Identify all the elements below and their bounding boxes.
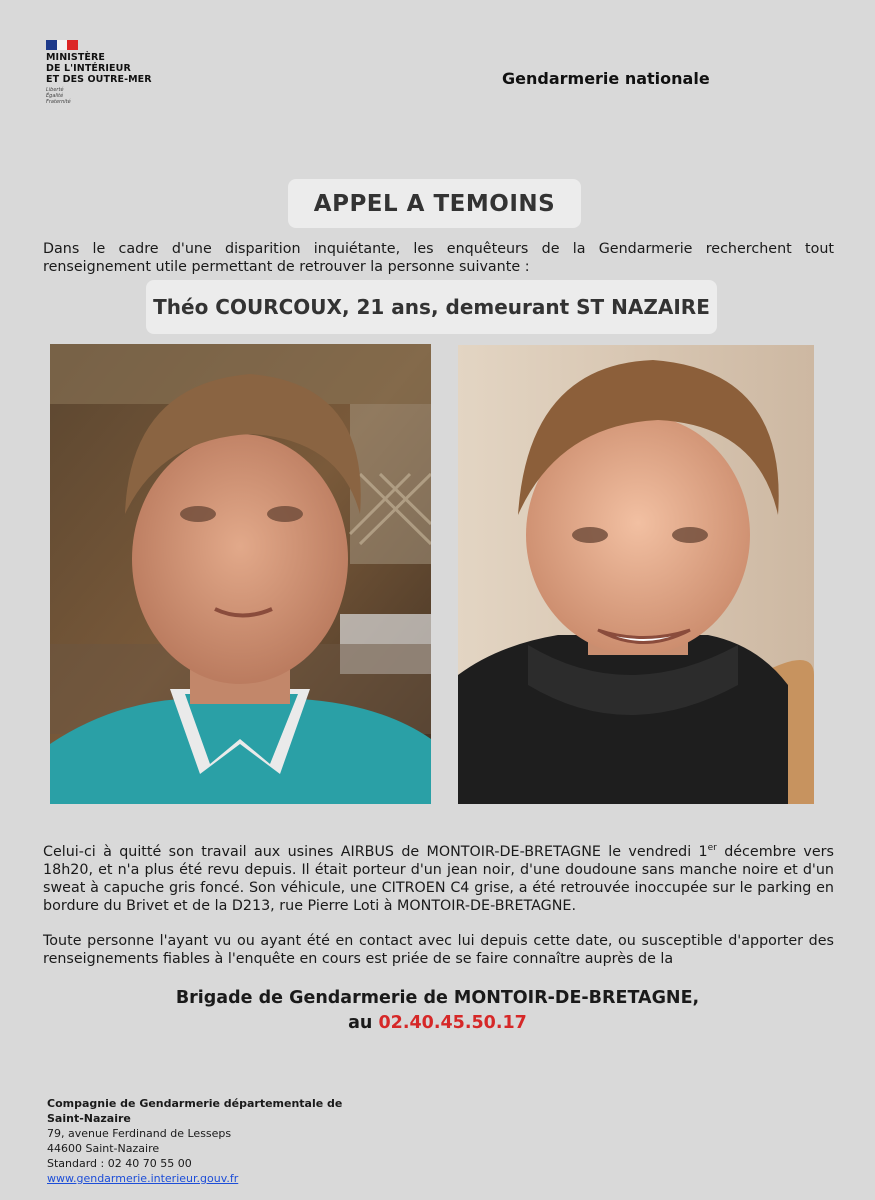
brigade-name: Brigade de Gendarmerie de MONTOIR-DE-BRETAGNE,: [175, 988, 700, 1008]
footer-city: 44600 Saint-Nazaire: [47, 1142, 160, 1155]
ministry-logo: [46, 40, 186, 105]
missing-person-name: Théo COURCOUX, 21 ans, demeurant ST NAZAIRE: [146, 280, 717, 334]
contact-block: [0, 986, 875, 1036]
description-text-part-2: décembre vers 18h20, et n'a plus été revu depuis. Il était porteur d'un jean noir, d'une doudoune sans manche noire et d'un sweat à capuche gris foncé. Son véhicule, une CITROEN C4 grise, a été retrouvée inoccupée sur le parking en bordure du Brivet et de la D213, rue Pierre Loti à MONTOIR-DE-BRETAGNE.: [43, 844, 834, 914]
page-title: APPEL A TEMOINS: [288, 179, 581, 228]
motto-liberte: Liberté: [46, 87, 64, 93]
ministry-name-line-2: DE L'INTÉRIEUR: [46, 63, 131, 74]
missing-person-photo-2: [458, 345, 814, 804]
french-flag-icon: [46, 40, 78, 50]
ordinal-superscript: er: [707, 843, 717, 854]
footer-org-line-2: Saint-Nazaire: [47, 1112, 131, 1125]
agency-name: Gendarmerie nationale: [502, 69, 710, 88]
phone-prefix: au: [348, 1013, 379, 1033]
missing-person-photo-1: [50, 344, 431, 804]
description-text-part-1: Celui-ci à quitté son travail aux usines AIRBUS de MONTOIR-DE-BRETAGNE le vendredi 1: [43, 844, 708, 860]
description-paragraph: [43, 843, 834, 915]
call-to-action-paragraph: Toute personne l'ayant vu ou ayant été en contact avec lui depuis cette date, ou susceptible d'apporter des renseignements fiables à l'enquête en cours est priée de se faire connaître auprès de la: [43, 933, 834, 967]
motto-fraternite: Fraternité: [46, 99, 71, 105]
footer: [47, 1096, 387, 1187]
ministry-name-line-3: ET DES OUTRE-MER: [46, 74, 152, 85]
phone-number[interactable]: 02.40.45.50.17: [378, 1013, 527, 1033]
footer-standard-phone: Standard : 02 40 70 55 00: [47, 1157, 192, 1170]
footer-address: 79, avenue Ferdinand de Lesseps: [47, 1127, 232, 1140]
footer-website-link[interactable]: www.gendarmerie.interieur.gouv.fr: [47, 1172, 239, 1185]
ministry-name-line-1: MINISTÈRE: [46, 52, 105, 63]
intro-text: Dans le cadre d'une disparition inquiétante, les enquêteurs de la Gendarmerie recherchent tout renseignement utile permettant de retrouver la personne suivante :: [43, 241, 834, 275]
motto-egalite: Égalité: [46, 93, 64, 99]
phone-line: [0, 1011, 875, 1036]
motto: [46, 87, 186, 105]
footer-org-line-1: Compagnie de Gendarmerie départementale de: [47, 1097, 343, 1110]
